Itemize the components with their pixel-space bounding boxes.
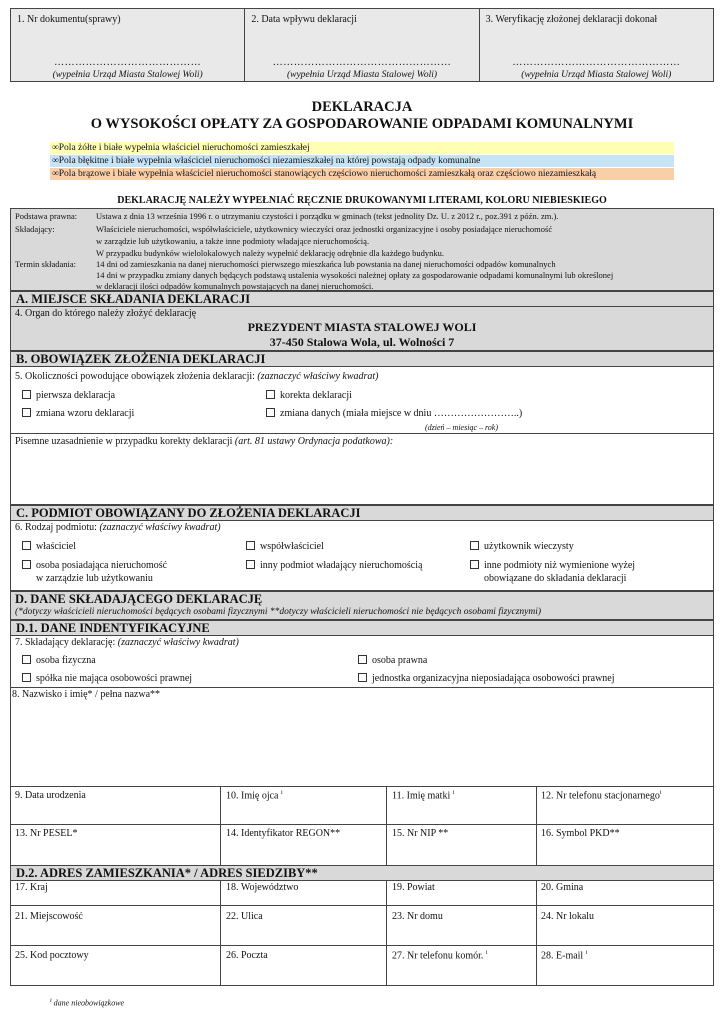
grid-divider — [536, 880, 537, 986]
checkbox[interactable] — [22, 541, 31, 550]
option-perpetual-user[interactable] — [470, 541, 574, 552]
option-first-declaration-label: pierwsza deklaracja — [36, 390, 116, 401]
field-17-label: 17. Kraj — [15, 882, 48, 893]
field-16-label: 16. Symbol PKD** — [541, 828, 620, 839]
footnote-text: dane nieobowiązkowe — [53, 998, 125, 1008]
option-legal-person-label: osoba prawna — [372, 655, 428, 666]
address-grid — [10, 880, 714, 986]
option-data-change[interactable] — [266, 408, 522, 419]
checkbox[interactable] — [22, 408, 31, 417]
form-title-sub: O WYSOKOŚCI OPŁATY ZA GOSPODAROWANIE ODPADAMI KOMUNALNYMI — [90, 116, 634, 132]
grid-divider — [386, 880, 387, 986]
option-owner[interactable] — [22, 541, 76, 552]
grid-divider — [10, 905, 714, 906]
option-managing-person-label-2: w zarządzie lub użytkowaniu — [36, 573, 153, 584]
option-natural-person-label: osoba fizyczna — [36, 655, 96, 666]
option-correction-label: korekta deklaracji — [280, 390, 352, 401]
option-partnership[interactable] — [22, 673, 192, 684]
field-8-label: 8. Nazwisko i imię* / pełna nazwa** — [12, 689, 161, 700]
optional-mark: i — [280, 790, 283, 796]
grid-divider — [10, 945, 714, 946]
field-10-text: 10. Imię ojca — [226, 790, 279, 802]
option-form-change[interactable] — [22, 408, 134, 419]
field-7-hint: (zaznaczyć właściwy kwadrat) — [117, 637, 239, 648]
receipt-date-field[interactable] — [245, 9, 479, 81]
field-11-text: 11. Imię matki — [392, 790, 451, 802]
field-7-text: 7. Składający deklarację: — [15, 637, 116, 648]
field-18-label: 18. Województwo — [226, 882, 299, 893]
filer-text-1: Właściciele nieruchomości, współwłaściciele, użytkownicy wieczyści oraz jednostki organizacyjne i osoby posiadające nieruchomość — [96, 224, 553, 234]
justification-hint: (art. 81 ustawy Ordynacja podatkowa): — [234, 436, 394, 447]
field-6-hint: (zaznaczyć właściwy kwadrat) — [99, 522, 221, 533]
field-5-label — [15, 371, 379, 382]
section-d2-heading: D.2. ADRES ZAMIESZKANIA* / ADRES SIEDZIBY** — [10, 865, 714, 881]
deadline-text-1: 14 dni od zamieszkania na danej nieruchomości pierwszego mieszkańca lub powstania na danej nieruchomości odpadów komunalnych — [96, 259, 556, 269]
date-format-hint: (dzień – miesiąc – rok) — [425, 423, 499, 432]
footnote — [50, 998, 124, 1008]
document-number-field[interactable] — [11, 9, 245, 81]
checkbox[interactable] — [22, 655, 31, 664]
field-13-label: 13. Nr PESEL* — [15, 828, 78, 839]
option-co-owner-label: współwłaściciel — [260, 541, 324, 552]
form-title: DEKLARACJA — [311, 99, 413, 115]
justification-text: Pisemne uzasadnienie w przypadku korekty deklaracji — [15, 436, 233, 447]
field-15-label: 15. Nr NIP ** — [392, 828, 449, 839]
field-11-label — [392, 790, 454, 801]
field-27-text: 27. Nr telefonu komór. — [392, 950, 484, 962]
name-field-box[interactable] — [10, 687, 714, 787]
filer-text-3: W przypadku budynków wielolokalowych należy wypełnić deklarację odrębnie dla każdego budynku. — [96, 248, 444, 258]
section-d1-heading: D.1. DANE INDENTYFIKACYJNE — [10, 620, 714, 636]
section-b-heading: B. OBOWIĄZEK ZŁOŻENIA DEKLARACJI — [10, 351, 714, 367]
option-partnership-label: spółka nie mająca osobowości prawnej — [36, 673, 193, 684]
field-9-label: 9. Data urodzenia — [15, 790, 86, 801]
field-26-label: 26. Poczta — [226, 950, 268, 961]
field-19-label: 19. Powiat — [392, 882, 435, 893]
option-co-owner[interactable] — [246, 541, 324, 552]
option-other-holder[interactable] — [246, 560, 422, 571]
field-20-label: 20. Gmina — [541, 882, 584, 893]
field-28-text: 28. E-mail — [541, 950, 584, 962]
verified-by-label: 3. Weryfikację złożonej deklaracji dokonał — [485, 14, 658, 25]
receipt-date-label: 2. Data wpływu deklaracji — [251, 14, 357, 25]
optional-mark: i — [452, 790, 455, 796]
legend-brown: ∞Pola brązowe i białe wypełnia właściciel nieruchomości stanowiących częściowo nieruchomości zamieszkałą oraz częściowo niezamieszkałą — [50, 168, 674, 180]
office-use-header — [10, 8, 714, 82]
field-14-label: 14. Identyfikator REGON** — [226, 828, 341, 839]
option-org-unit-label: jednostka organizacyjna nieposiadająca osobowości prawnej — [372, 673, 615, 684]
legend-yellow: ∞Pola żółte i białe wypełnia właściciel nieruchomości zamieszkałej — [50, 142, 674, 154]
field-12-label — [541, 790, 662, 801]
option-correction[interactable] — [266, 390, 352, 401]
field-5-text: 5. Okoliczności powodujące obowiązek złożenia deklaracji: — [15, 371, 255, 382]
field-5-hint: (zaznaczyć właściwy kwadrat) — [257, 371, 379, 382]
legal-basis-text: Ustawa z dnia 13 września 1996 r. o utrzymaniu czystości i porządku w gminach (tekst jednolity Dz. U. z 2012 r., poz.391 z późn. zm.). — [96, 211, 559, 221]
office-hint: (wypełnia Urząd Miasta Stalowej Woli) — [521, 70, 672, 80]
field-21-label: 21. Miejscowość — [15, 911, 83, 922]
option-managing-person[interactable] — [22, 560, 167, 571]
checkbox[interactable] — [22, 390, 31, 399]
option-form-change-label: zmiana wzoru deklaracji — [36, 408, 135, 419]
option-other-entities-label-2: obowiązane do składania deklaracji — [484, 573, 627, 584]
filer-text-2: w zarządzie lub użytkowaniu, a także inne podmioty władające nieruchomością. — [96, 236, 370, 246]
optional-mark: i — [485, 950, 488, 956]
justification-label — [15, 436, 393, 447]
checkbox[interactable] — [358, 673, 367, 682]
organ-address: 37-450 Stalowa Wola, ul. Wolności 7 — [269, 335, 455, 349]
dotted-line: …………………………………………… — [272, 57, 452, 68]
section-c-heading: C. PODMIOT OBOWIĄZANY DO ZŁOŻENIA DEKLARACJI — [10, 505, 714, 521]
option-owner-label: właściciel — [36, 541, 76, 552]
checkbox[interactable] — [358, 655, 367, 664]
field-6-text: 6. Rodzaj podmiotu: — [15, 522, 97, 533]
office-hint: (wypełnia Urząd Miasta Stalowej Woli) — [52, 70, 203, 80]
checkbox[interactable] — [470, 560, 479, 569]
checkbox[interactable] — [470, 541, 479, 550]
grid-divider — [10, 824, 714, 825]
fill-instruction: DEKLARACJĘ NALEŻY WYPEŁNIAĆ RĘCZNIE DRUKOWANYMI LITERAMI, KOLORU NIEBIESKIEGO — [117, 195, 607, 206]
option-first-declaration[interactable] — [22, 390, 115, 401]
field-4-label: 4. Organ do którego należy złożyć deklarację — [15, 308, 197, 319]
section-a-heading: A. MIEJSCE SKŁADANIA DEKLARACJI — [10, 291, 714, 307]
document-number-label: 1. Nr dokumentu(sprawy) — [17, 14, 121, 25]
field-24-label: 24. Nr lokalu — [541, 911, 595, 922]
option-org-unit[interactable] — [358, 673, 615, 684]
option-legal-person[interactable] — [358, 655, 427, 666]
optional-mark: i — [585, 950, 588, 956]
field-23-label: 23. Nr domu — [392, 911, 443, 922]
verified-by-field[interactable] — [480, 9, 713, 81]
grid-divider — [386, 786, 387, 866]
grid-divider — [220, 880, 221, 986]
checkbox[interactable] — [246, 560, 255, 569]
field-12-text: 12. Nr telefonu stacjonarnego — [541, 790, 660, 802]
checkbox[interactable] — [266, 390, 275, 399]
field-22-label: 22. Ulica — [226, 911, 263, 922]
option-other-entities-label: inne podmioty niż wymienione wyżej — [484, 560, 636, 571]
deadline-text-3: w deklaracji ilości odpadów komunalnych powstających na danej nieruchomości. — [96, 281, 374, 291]
field-25-label: 25. Kod pocztowy — [15, 950, 89, 961]
organ-name: PREZYDENT MIASTA STALOWEJ WOLI — [247, 320, 477, 334]
section-d-note: (*dotyczy właścicieli nieruchomości będących osobami fizycznymi **dotyczy właścicieli nieruchomości nie będących osobami fizycznymi) — [15, 607, 542, 617]
office-hint: (wypełnia Urząd Miasta Stalowej Woli) — [286, 70, 438, 80]
footnote-mark: i — [50, 998, 52, 1004]
grid-divider — [220, 786, 221, 866]
checkbox[interactable] — [22, 560, 31, 569]
legal-basis-label: Podstawa prawna: — [15, 211, 78, 221]
option-managing-person-label: osoba posiadająca nieruchomość — [36, 560, 168, 571]
field-27-label — [392, 950, 488, 961]
section-d-heading: D. DANE SKŁADAJĄCEGO DEKLARACJĘ — [15, 592, 263, 606]
field-10-label — [226, 790, 283, 801]
grid-divider — [536, 786, 537, 866]
option-other-entities[interactable] — [470, 560, 635, 571]
dotted-line: …………………………………… — [54, 57, 202, 68]
option-perpetual-user-label: użytkownik wieczysty — [484, 541, 574, 552]
option-natural-person[interactable] — [22, 655, 96, 666]
optional-mark: i — [659, 790, 662, 796]
checkbox[interactable] — [22, 673, 31, 682]
legend-blue: ∞Pola błękitne i białe wypełnia właściciel nieruchomości niezamieszkałej na której powstają odpady komunalne — [50, 155, 674, 167]
field-7-label — [15, 637, 239, 648]
field-6-label — [15, 522, 221, 533]
checkbox[interactable] — [266, 408, 275, 417]
field-28-label — [541, 950, 587, 961]
option-data-change-label: zmiana danych (miała miejsce w dniu ……………………..) — [280, 408, 523, 419]
checkbox[interactable] — [246, 541, 255, 550]
filer-label: Składający: — [15, 224, 55, 234]
dotted-line: ………………………………………… — [512, 57, 681, 68]
option-other-holder-label: inny podmiot władający nieruchomością — [260, 560, 423, 571]
deadline-label: Termin składania: — [15, 259, 77, 269]
deadline-text-2: 14 dni w przypadku zmiany danych będących podstawą ustalenia wysokości należnej opłaty za gospodarowanie odpadami komunalnymi lub określonej — [96, 270, 614, 280]
